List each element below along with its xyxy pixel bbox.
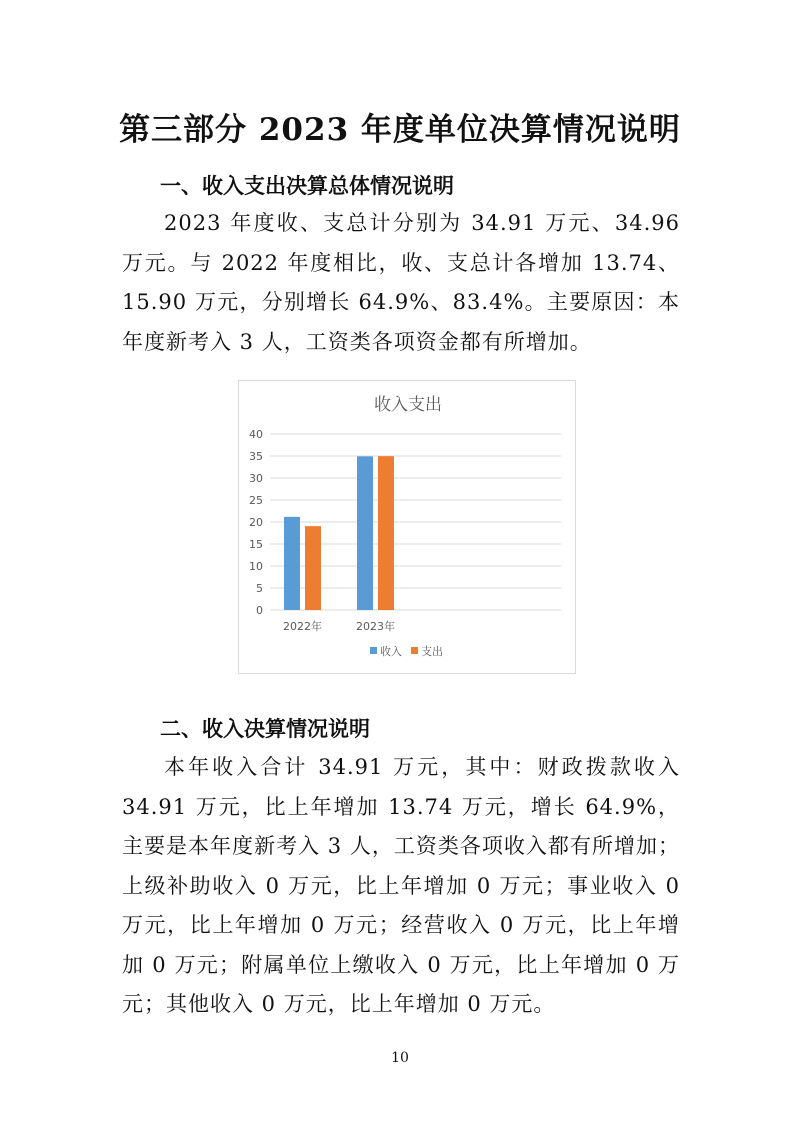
income-expense-chart	[238, 380, 576, 674]
bar-收入	[357, 456, 373, 610]
legend-swatch	[411, 647, 418, 654]
y-tick-label: 35	[249, 450, 263, 463]
y-tick-label: 25	[249, 494, 263, 507]
y-tick-label: 20	[249, 516, 263, 529]
legend-label: 收入	[380, 645, 402, 658]
bar-支出	[378, 456, 394, 610]
y-tick-label: 40	[249, 428, 263, 441]
y-tick-label: 10	[249, 560, 263, 573]
x-category-label: 2023年	[356, 620, 395, 633]
y-tick-label: 5	[256, 582, 263, 595]
page-title: 第三部分 2023 年度单位决算情况说明	[119, 112, 681, 148]
page-number: 10	[391, 1050, 409, 1066]
x-category-label: 2022年	[283, 620, 322, 633]
paragraph-overview: 2023 年度收、支总计分别为 34.91 万元、34.96 万元。与 2022 年度相比，收、支总计各增加 13.74、15.90 万元，分别增长 64.9%、83.4%。主要原因：本年度新考入 3 人，工资类各项资金都有所增加。	[122, 211, 680, 354]
y-tick-label: 15	[249, 538, 263, 551]
y-tick-label: 0	[256, 604, 263, 617]
section-heading-income: 二、收入决算情况说明	[160, 717, 370, 741]
y-tick-label: 30	[249, 472, 263, 485]
bar-支出	[305, 526, 321, 610]
section-heading-overview: 一、收入支出决算总体情况说明	[160, 174, 454, 198]
legend-swatch	[370, 647, 377, 654]
legend-label: 支出	[421, 645, 443, 658]
bar-收入	[284, 517, 300, 610]
chart-title: 收入支出	[374, 395, 442, 415]
chart-canvas	[239, 381, 577, 675]
paragraph-income: 本年收入合计 34.91 万元，其中：财政拨款收入 34.91 万元，比上年增加 13.74 万元，增长 64.9%，主要是本年度新考入 3 人，工资类各项收入都有所增加；上级补助收入 0 万元，比上年增加 0 万元；事业收入 0 万元，比上年增加 0 万元；经营收入 0 万元，比上年增加 0 万元；附属单位上缴收入 0 万元，比上年增加 0 万元；其他收入 0 万元，比上年增加 0 万元。	[122, 755, 680, 1016]
